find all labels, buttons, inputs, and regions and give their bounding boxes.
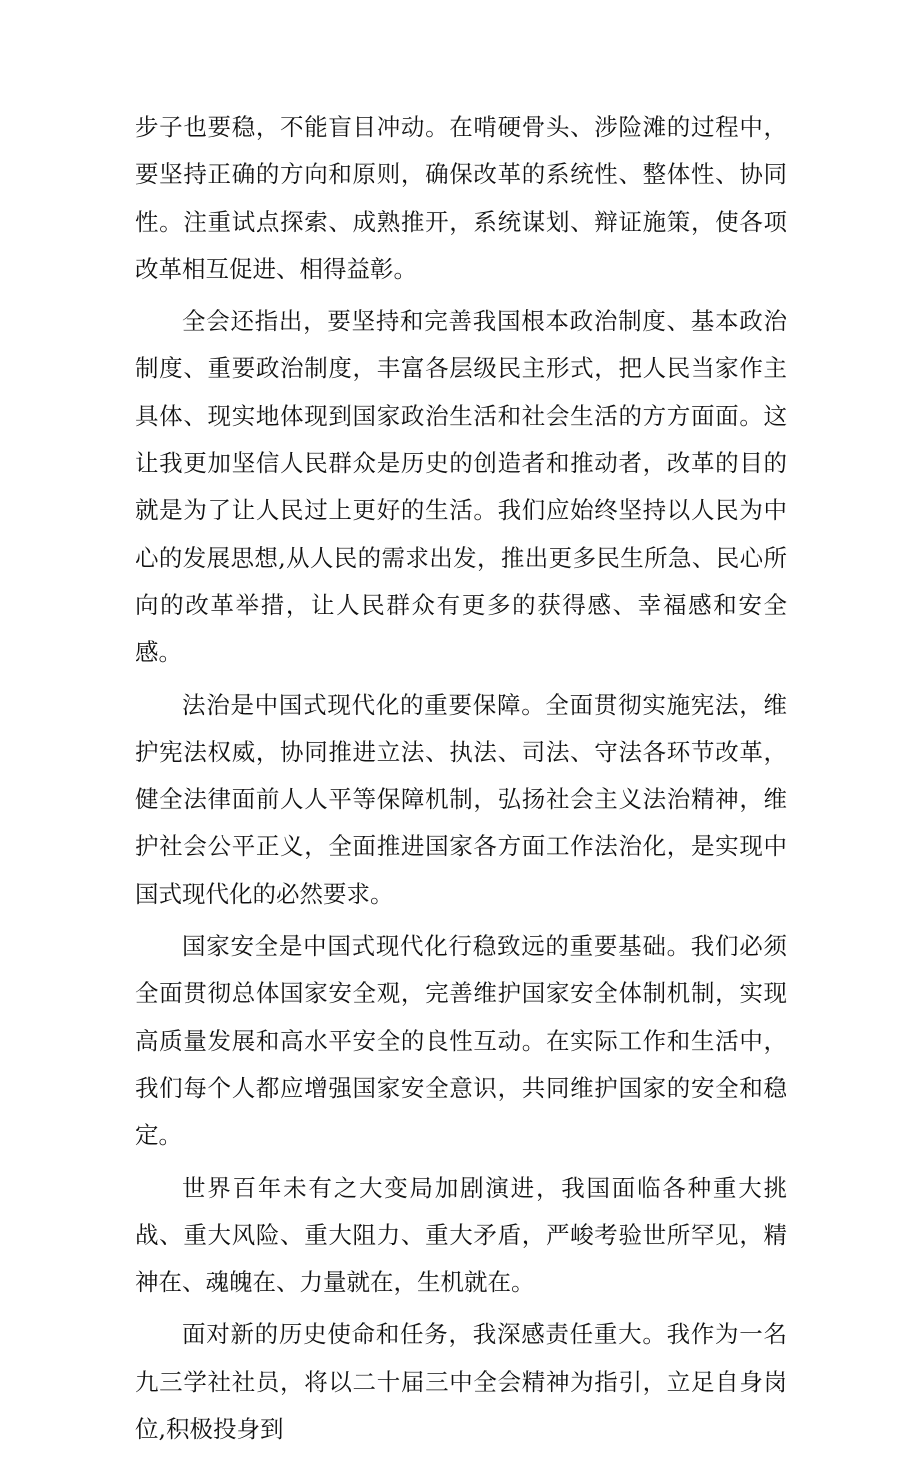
paragraph-national-security: 国家安全是中国式现代化行稳致远的重要基础。我们必须全面贯彻总体国家安全观，完善维护国家安全体制机制，实现高质量发展和高水平安全的良性互动。在实际工作和生活中，我们每个人都应增强国家安全意识，共同维护国家的安全和稳定。 <box>135 932 787 1150</box>
paragraph-world-changes: 世界百年未有之大变局加剧演进，我国面临各种重大挑战、重大风险、重大阻力、重大矛盾，严峻考验世所罕见，精神在、魂魄在、力量就在，生机就在。 <box>135 1173 787 1297</box>
paragraph-continued: 步子也要稳，不能盲目冲动。在啃硬骨头、涉险滩的过程中，要坚持正确的方向和原则，确保改革的系统性、整体性、协同性。注重试点探索、成熟推开，系统谋划、辩证施策，使各项改革相互促进、相得益彰。 <box>135 113 787 283</box>
paragraph-people-centered: 全会还指出，要坚持和完善我国根本政治制度、基本政治制度、重要政治制度，丰富各层级民主形式，把人民当家作主具体、现实地体现到国家政治生活和社会生活的方方面面。这让我更加坚信人民群众是历史的创造者和推动者，改革的目的就是为了让人民过上更好的生活。我们应始终坚持以人民为中心的发展思想,从人民的需求出发，推出更多民生所急、民心所向的改革举措，让人民群众有更多的获得感、幸福感和安全感。 <box>135 307 787 667</box>
document-body <box>135 104 787 1458</box>
paragraph-mission: 面对新的历史使命和任务，我深感责任重大。我作为一名九三学社社员，将以二十届三中全会精神为指引，立足自身岗位,积极投身到 <box>135 1320 787 1444</box>
paragraph-rule-of-law: 法治是中国式现代化的重要保障。全面贯彻实施宪法，维护宪法权威，协同推进立法、执法、司法、守法各环节改革，健全法律面前人人平等保障机制，弘扬社会主义法治精神，维护社会公平正义，全面推进国家各方面工作法治化，是实现中国式现代化的必然要求。 <box>135 690 787 908</box>
